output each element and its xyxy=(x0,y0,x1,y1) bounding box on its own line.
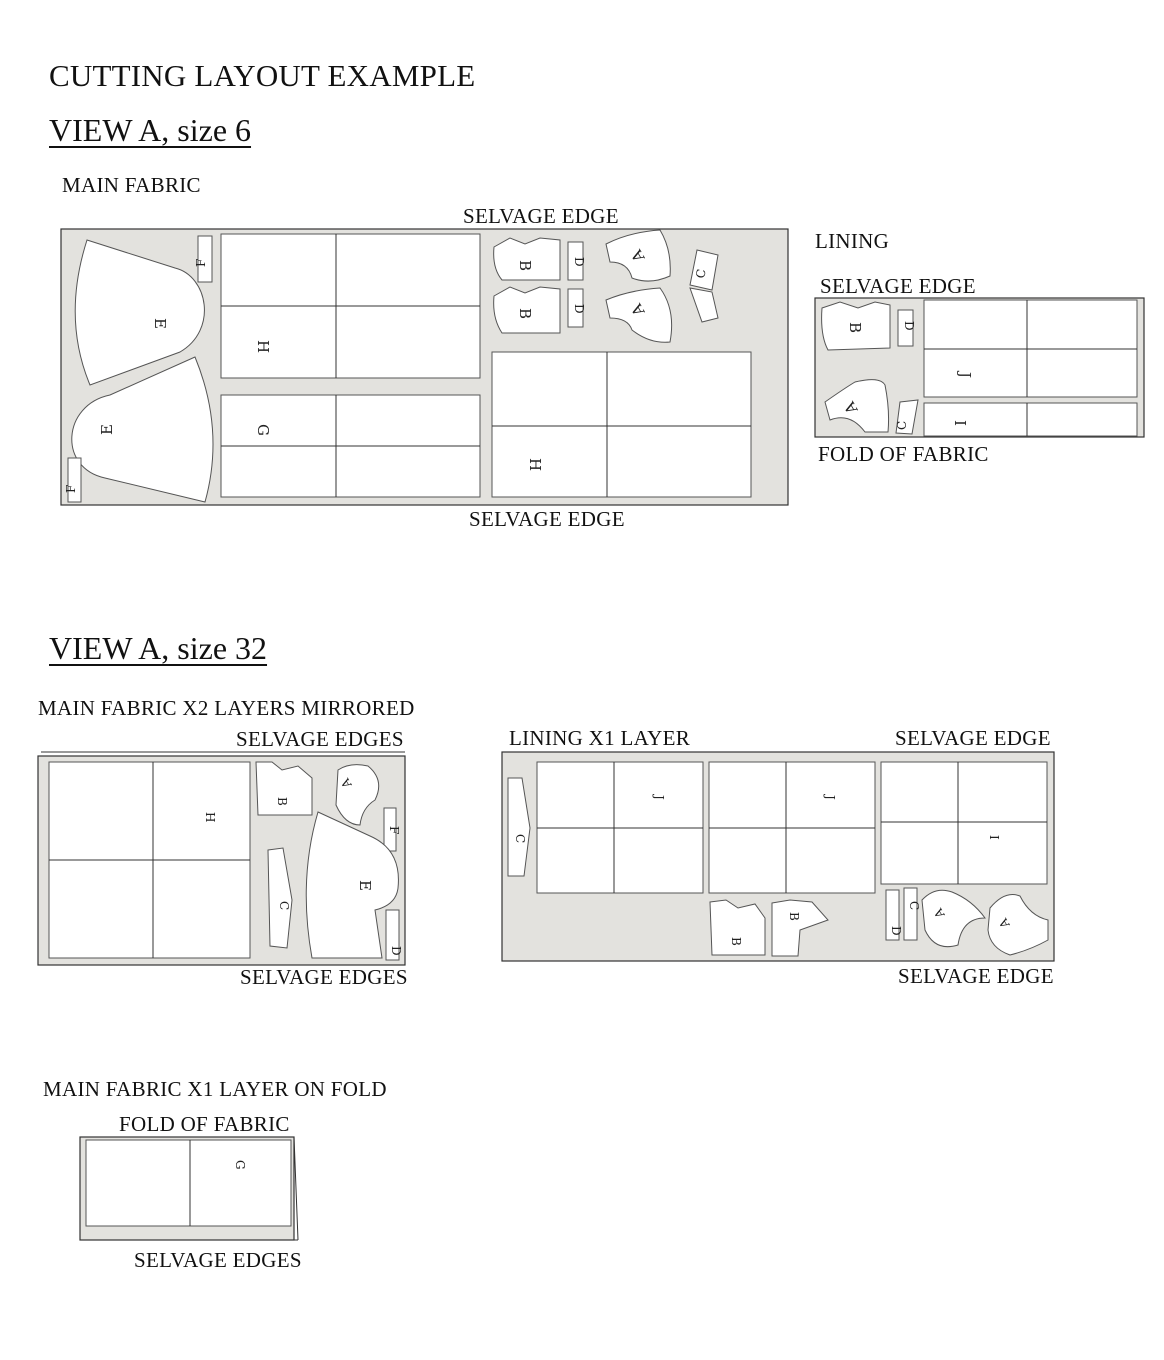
piece-d-2-letter: D xyxy=(572,304,586,314)
x1-piece-c-letter: C xyxy=(513,834,527,844)
lining-piece-a-letter: A xyxy=(840,398,862,417)
piece-a-2-letter: A xyxy=(627,300,649,319)
page-title: CUTTING LAYOUT EXAMPLE xyxy=(49,58,476,93)
main-x2-selvage-top-label: SELVAGE EDGES xyxy=(236,727,404,751)
main-x2-selvage-bottom-label: SELVAGE EDGES xyxy=(240,965,408,989)
lining-piece-j-letter: J xyxy=(956,372,974,379)
x1-piece-c-small-letter: C xyxy=(907,901,921,911)
size32-fold-fabric xyxy=(80,1137,298,1240)
main-fabric-fold-label: MAIN FABRIC X1 LAYER ON FOLD xyxy=(43,1077,387,1101)
view-a-size-6-heading: VIEW A, size 6 xyxy=(49,112,252,148)
x1-piece-b-2-letter: B xyxy=(787,912,801,921)
x1-piece-b-1 xyxy=(710,900,765,955)
x1-piece-i-letter: I xyxy=(987,835,1001,840)
x1-piece-a-2-letter: A xyxy=(996,915,1013,931)
x2-piece-d-letter: D xyxy=(389,946,403,956)
x1-piece-c-small xyxy=(904,888,917,940)
fold-selvage-bottom-label: SELVAGE EDGES xyxy=(134,1248,302,1272)
piece-f-bottom-letter: F xyxy=(64,484,78,493)
size32-main-fabric xyxy=(38,752,405,965)
x2-piece-e-letter: E xyxy=(356,880,374,891)
lining-label: LINING xyxy=(815,229,890,253)
x2-piece-c-letter: C xyxy=(277,901,291,911)
x1-piece-j-1-letter: J xyxy=(652,795,666,800)
piece-c-letter: C xyxy=(693,267,709,280)
main-fabric-x2-label: MAIN FABRIC X2 LAYERS MIRRORED xyxy=(38,696,415,720)
lining-piece-c-letter: C xyxy=(895,420,909,430)
main-selvage-top-label: SELVAGE EDGE xyxy=(463,204,619,228)
lining-selvage-top-label: SELVAGE EDGE xyxy=(820,274,976,298)
lining-x1-selvage-top-label: SELVAGE EDGE xyxy=(895,726,1051,750)
piece-g-letter: G xyxy=(254,424,272,436)
piece-d-1-letter: D xyxy=(572,257,586,267)
x1-piece-a-1-letter: A xyxy=(931,905,948,921)
fold-piece-g-letter: G xyxy=(233,1160,247,1170)
piece-h-upper-letter: H xyxy=(254,340,272,354)
lining-piece-b-letter: B xyxy=(846,322,864,334)
lining-x1-label: LINING X1 LAYER xyxy=(509,726,691,750)
piece-h-lower xyxy=(492,352,751,497)
view-a-size-32-heading: VIEW A, size 32 xyxy=(49,630,268,666)
piece-e-top-letter: E xyxy=(151,318,169,329)
piece-b-2-letter: B xyxy=(516,308,534,320)
piece-a-1-letter: A xyxy=(627,246,649,265)
lining-fold-bottom-label: FOLD OF FABRIC xyxy=(818,442,989,466)
piece-h-lower-letter: H xyxy=(526,458,544,472)
x2-piece-h-letter: H xyxy=(203,812,217,823)
fold-of-fabric-top-label: FOLD OF FABRIC xyxy=(119,1112,290,1136)
piece-b-1 xyxy=(494,238,560,280)
lining-piece-i-letter: I xyxy=(951,420,969,426)
size6-main-fabric xyxy=(61,229,788,505)
piece-b-1-letter: B xyxy=(516,260,534,272)
x1-piece-i xyxy=(881,762,1047,884)
x2-piece-a-letter: A xyxy=(338,775,355,791)
x1-piece-b-1-letter: B xyxy=(729,937,743,946)
fold-piece-g xyxy=(86,1140,291,1226)
size6-lining xyxy=(815,298,1144,437)
x2-piece-f-letter: F xyxy=(387,826,401,835)
main-selvage-bottom-label: SELVAGE EDGE xyxy=(469,507,625,531)
x1-piece-j-2-letter: J xyxy=(823,795,837,800)
lining-x1-selvage-bottom-label: SELVAGE EDGE xyxy=(898,964,1054,988)
lining-piece-d-letter: D xyxy=(902,321,916,331)
x1-piece-d-letter: D xyxy=(889,926,903,936)
piece-e-bottom-letter: E xyxy=(98,424,116,435)
x2-piece-b-letter: B xyxy=(275,797,289,806)
size32-lining xyxy=(502,752,1054,961)
piece-f-bottom xyxy=(68,458,81,502)
main-fabric-label: MAIN FABRIC xyxy=(62,173,201,197)
piece-f-top-letter: F xyxy=(194,258,208,267)
